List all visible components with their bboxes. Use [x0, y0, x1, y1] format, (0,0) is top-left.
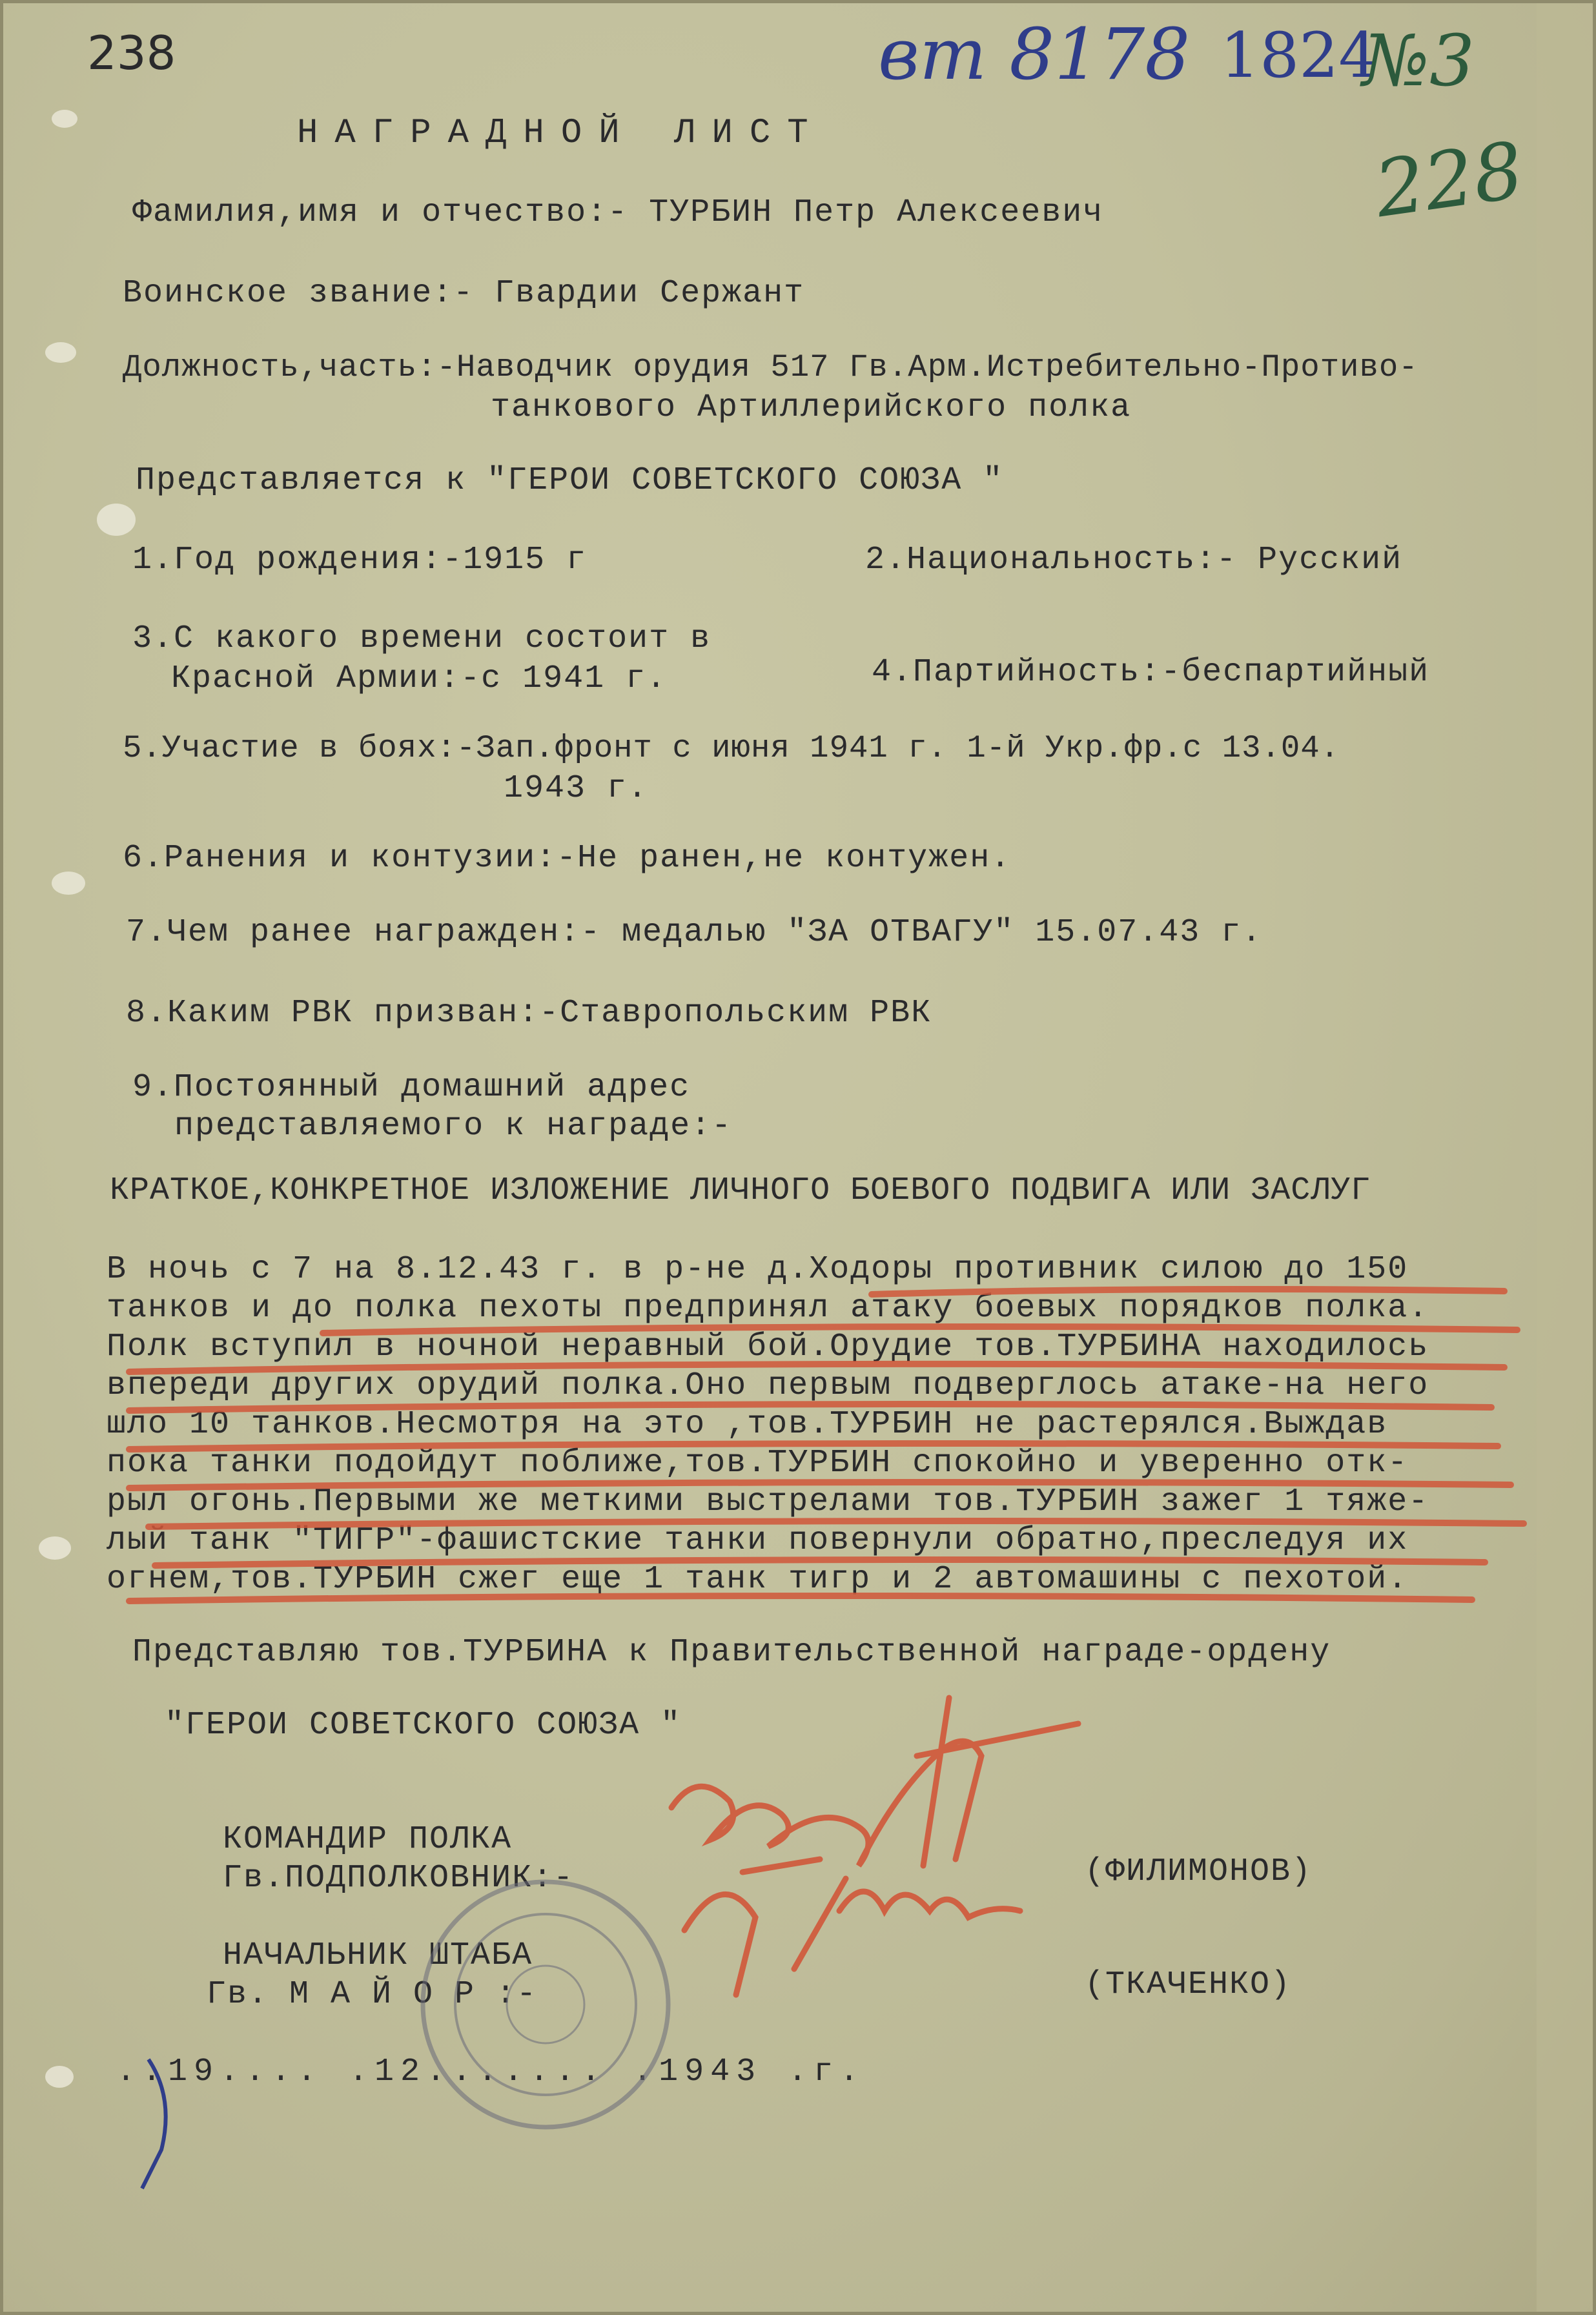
green-mark-a: №3: [1362, 19, 1475, 102]
commander-title-line-1: КОМАНДИР ПОЛКА: [223, 1821, 513, 1858]
chief-title-line-2: Гв. М А Й О Р :-: [207, 1976, 538, 2013]
field-nationality: 2.Национальность:- Русский: [865, 542, 1403, 578]
summary-line: пока танки подойдут поближе,тов.ТУРБИН спокойно и уверенно отк-: [107, 1445, 1409, 1482]
chief-name: (ТКАЧЕНКО): [1085, 1966, 1292, 2003]
summary-line: шло 10 танков.Несмотря на это ,тов.ТУРБИН не растерялся.Выждав: [107, 1406, 1388, 1443]
archive-number: вт 8178: [878, 13, 1191, 96]
summary-line: впереди других орудий полка.Оно первым подверглось атаке-на него: [107, 1367, 1429, 1404]
summary-line: танков и до полка пехоты предпринял атаку боевых порядков полка.: [107, 1290, 1429, 1327]
green-mark-b: 228: [1369, 125, 1529, 236]
summary-line: В ночь с 7 на 8.12.43 г. в р-не д.Ходоры противник силою до 150: [107, 1251, 1409, 1288]
sheet-number: 1824: [1220, 19, 1378, 92]
date-line: ..19.... .12....... .1943 .г.: [116, 2054, 866, 2090]
summary-line: огнем,тов.ТУРБИН сжег еще 1 танк тигр и 2 автомашины с пехотой.: [107, 1561, 1409, 1598]
field-rank: Воинское звание:- Гвардии Сержант: [123, 275, 805, 312]
summary-heading: КРАТКОЕ,КОНКРЕТНОЕ ИЗЛОЖЕНИЕ ЛИЧНОГО БОЕВОГО ПОДВИГА ИЛИ ЗАСЛУГ: [110, 1172, 1371, 1209]
commander-signature: [671, 1698, 1078, 1866]
field-wounds: 6.Ранения и контузии:-Не ранен,не контужен.: [123, 840, 1012, 877]
field-nominated: Представляется к "ГЕРОИ СОВЕТСКОГО СОЮЗА ": [136, 462, 1004, 499]
award-name: "ГЕРОИ СОВЕТСКОГО СОЮЗА ": [165, 1707, 682, 1744]
field-birth-year: 1.Год рождения:-1915 г: [132, 542, 588, 578]
field-battles-line-2: 1943 г.: [504, 770, 649, 807]
field-name: Фамилия,имя и отчество:- ТУРБИН Петр Алексеевич: [132, 194, 1104, 231]
corner-number: 238: [87, 26, 176, 80]
summary-line: лый танк "ТИГР"-фашистские танки повернули обратно,преследуя их: [107, 1522, 1409, 1559]
field-position-line-1: Должность,часть:-Наводчик орудия 517 Гв.Арм.Истребительно-Противо-: [123, 349, 1418, 385]
recommendation-text: Представляю тов.ТУРБИНА к Правительственной награде-ордену: [132, 1634, 1331, 1671]
field-party: 4.Партийность:-беспартийный: [872, 654, 1430, 691]
field-battles-line-1: 5.Участие в боях:-Зап.фронт с июня 1941 г. 1-й Укр.фр.с 13.04.: [123, 730, 1340, 766]
document-title: НАГРАДНОЙ ЛИСТ: [297, 114, 825, 153]
chief-signature: [684, 1859, 1020, 1995]
field-since-line-2: Красной Армии:-с 1941 г.: [171, 660, 668, 697]
commander-title-line-2: Гв.ПОДПОЛКОВНИК:-: [223, 1860, 575, 1897]
date-signature-mark: [142, 2059, 166, 2188]
field-address-line-1: 9.Постоянный домашний адрес: [132, 1069, 691, 1106]
chief-title-line-1: НАЧАЛЬНИК ШТАБА: [223, 1937, 533, 1974]
field-address-line-2: представляемого к награде:-: [174, 1108, 733, 1145]
field-since-line-1: 3.С какого времени состоит в: [132, 620, 711, 657]
field-drafted: 8.Каким РВК призван:-Ставропольским РВК: [126, 995, 932, 1032]
field-position-line-2: танкового Артиллерийского полка: [491, 389, 1132, 426]
summary-line: Полк вступил в ночной неравный бой.Орудие тов.ТУРБИНА находилось: [107, 1329, 1429, 1365]
summary-line: рыл огонь.Первыми же меткими выстрелами тов.ТУРБИН зажег 1 тяже-: [107, 1484, 1429, 1520]
commander-name: (ФИЛИМОНОВ): [1085, 1853, 1313, 1890]
field-awards: 7.Чем ранее награжден:- медалью "ЗА ОТВАГУ" 15.07.43 г.: [126, 914, 1263, 951]
